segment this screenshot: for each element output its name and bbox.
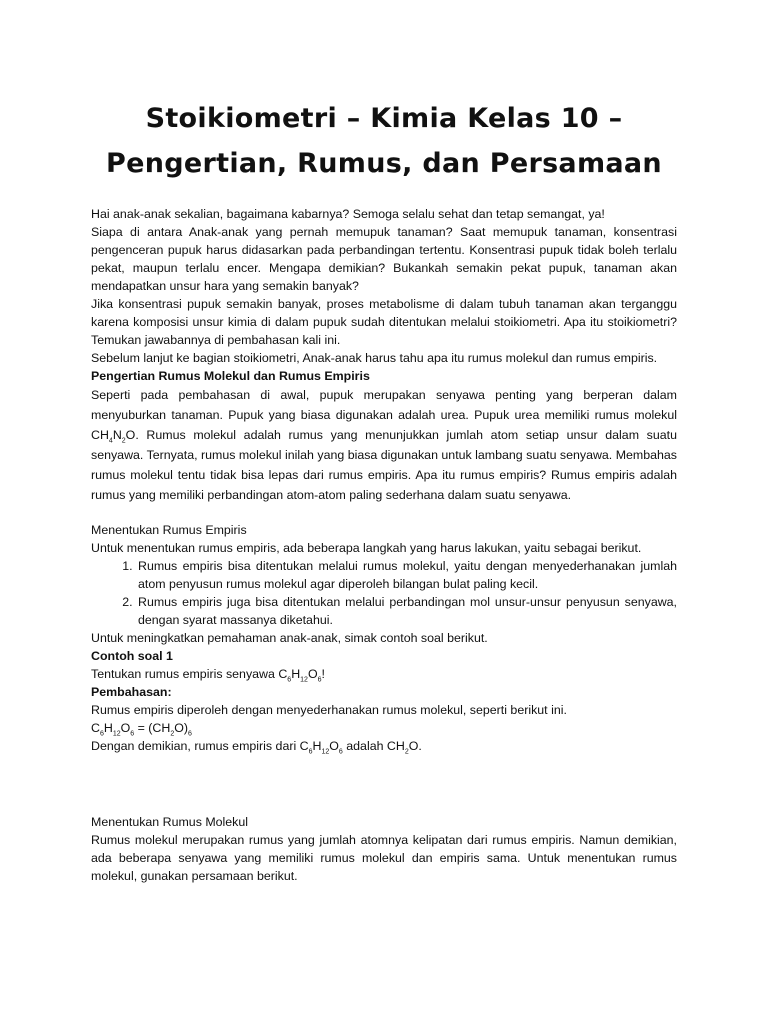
equation-line: $C_6H_{12}O_6 = (CH_2O)_6$ bbox=[91, 721, 192, 738]
glucose-formula: $C_6H_{12}O_6$ bbox=[278, 667, 322, 684]
pengertian-text-a: Seperti pada pembahasan di awal, pupuk merupakan senyawa penting yang berperan dalam menyuburkan tanaman. Pupuk yang biasa digunakan adalah urea. Pupuk urea memiliki rumus molekul bbox=[91, 388, 677, 422]
glucose-formula: $C_6H_{12}O_6$ bbox=[91, 721, 135, 738]
article-body bbox=[91, 205, 677, 885]
molekul-paragraph: Rumus molekul merupakan rumus yang jumlah atomnya kelipatan dari rumus empiris. Namun demikian, ada beberapa senyawa yang memiliki rumus molekul dan empiris sama. Untuk menentukan rumus molekul, gunakan persamaan berikut. bbox=[91, 833, 677, 883]
glucose-formula: $C_6H_{12}O_6$ bbox=[299, 739, 343, 756]
empiris-steps-list bbox=[91, 557, 677, 629]
pengertian-paragraph bbox=[91, 385, 677, 505]
intro-greeting: Hai anak-anak sekalian, bagaimana kabarnya? Semoga selalu sehat dan tetap semangat, ya! bbox=[91, 207, 605, 221]
list-item: 2. Rumus empiris juga bisa ditentukan melalui perbandingan mol unsur-unsur penyusun senyawa, dengan syarat massanya diketahui. bbox=[136, 593, 677, 629]
example-label: Contoh soal 1 bbox=[91, 649, 173, 663]
intro-paragraph-3: Jika konsentrasi pupuk semakin banyak, proses metabolisme di dalam tubuh tanaman akan terganggu karena komposisi unsur kimia di dalam pupuk sudah ditentukan melalui stoikiometri. Apa itu stoikiometri? Temukan jawabannya di pembahasan kali ini. bbox=[91, 297, 677, 347]
empiris-intro: Untuk menentukan rumus empiris, ada beberapa langkah yang harus lakukan, yaitu sebagai berikut. bbox=[91, 541, 642, 555]
intro-paragraph-2: Siapa di antara Anak-anak yang pernah memupuk tanaman? Saat memupuk tanaman, konsentrasi pengenceran pupuk harus didasarkan pada perbandingan tertentu. Konsentrasi pupuk tidak boleh terlalu pekat, maupun terlalu encer. Mengapa demikian? Bukankah semakin pekat pupuk, tanaman akan mendapatkan unsur hara yang semakin banyak? bbox=[91, 225, 677, 293]
example-question: Tentukan rumus empiris senyawa $C_6H_{12}O_6$! bbox=[91, 667, 325, 684]
discussion-label: Pembahasan: bbox=[91, 685, 172, 699]
page-title bbox=[60, 96, 708, 186]
discussion-text: Rumus empiris diperoleh dengan menyederhanakan rumus molekul, seperti berikut ini. bbox=[91, 703, 567, 717]
urea-formula: $CH_4N_2O$ bbox=[91, 428, 136, 445]
conclusion-line: Dengan demikian, rumus empiris dari $C_6H_{12}O_6$ adalah $CH_2O$. bbox=[91, 739, 422, 756]
pengertian-text-b: . Rumus molekul adalah rumus yang menunjukkan jumlah atom setiap unsur dalam suatu senyawa. Ternyata, rumus molekul inilah yang biasa digunakan untuk lambang suatu senyawa. Membahas rumus molekul tentu tidak bisa lepas dari rumus empiris. Apa itu rumus empiris? Rumus empiris adalah rumus yang memiliki perbandingan atom-atom paling sederhana dalam suatu senyawa. bbox=[91, 428, 677, 502]
section-heading-empiris: Menentukan Rumus Empiris bbox=[91, 523, 247, 537]
intro-paragraph-4: Sebelum lanjut ke bagian stoikiometri, Anak-anak harus tahu apa itu rumus molekul dan rumus empiris. bbox=[91, 351, 658, 365]
section-heading-pengertian: Pengertian Rumus Molekul dan Rumus Empiris bbox=[91, 369, 370, 383]
section-heading-molekul: Menentukan Rumus Molekul bbox=[91, 815, 249, 829]
title-line-2: Pengertian, Rumus, dan Persamaan bbox=[106, 148, 662, 179]
list-item: 1. Rumus empiris bisa ditentukan melalui rumus molekul, yaitu dengan menyederhanakan jumlah atom penyusun rumus molekul agar diperoleh bilangan bulat paling kecil. bbox=[136, 557, 677, 593]
empiris-closing: Untuk meningkatkan pemahaman anak-anak, simak contoh soal berikut. bbox=[91, 631, 488, 645]
title-line-1: Stoikiometri – Kimia Kelas 10 – bbox=[145, 103, 623, 134]
